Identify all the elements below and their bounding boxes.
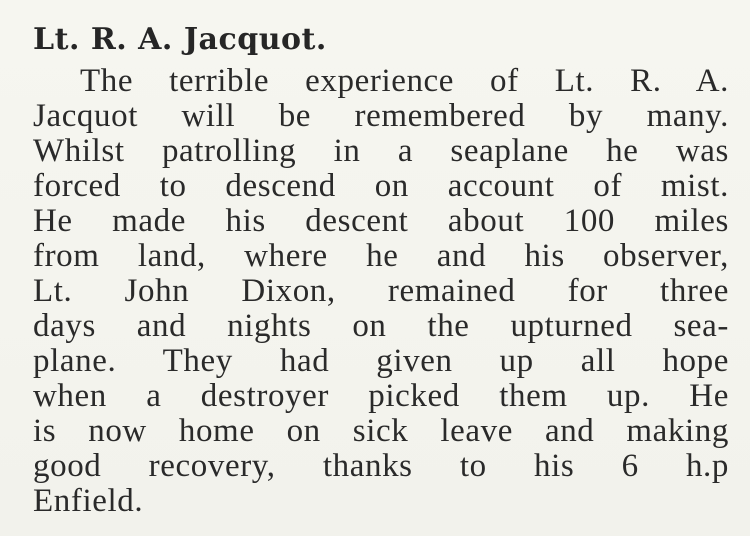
article-line: Whilst patrolling in a seaplane he was [33, 133, 729, 169]
article-heading: Lt. R. A. Jacquot. [33, 22, 327, 57]
article-line: days and nights on the upturned sea- [33, 308, 729, 344]
article-line: Lt. John Dixon, remained for three [33, 273, 729, 309]
article-line: The terrible experience of Lt. R. A. [80, 63, 729, 99]
article-line: Jacquot will be remembered by many. [33, 98, 729, 134]
article-line: from land, where he and his observer, [33, 238, 729, 274]
article-line: He made his descent about 100 miles [33, 203, 729, 239]
article-line: when a destroyer picked them up. He [33, 378, 729, 414]
article-line: forced to descend on account of mist. [33, 168, 729, 204]
article-line: Enfield. [33, 483, 144, 519]
article-body [33, 64, 729, 519]
article-line: is now home on sick leave and making [33, 413, 729, 449]
article-line: plane. They had given up all hope [33, 343, 729, 379]
article-line: good recovery, thanks to his 6 h.p [33, 448, 729, 484]
